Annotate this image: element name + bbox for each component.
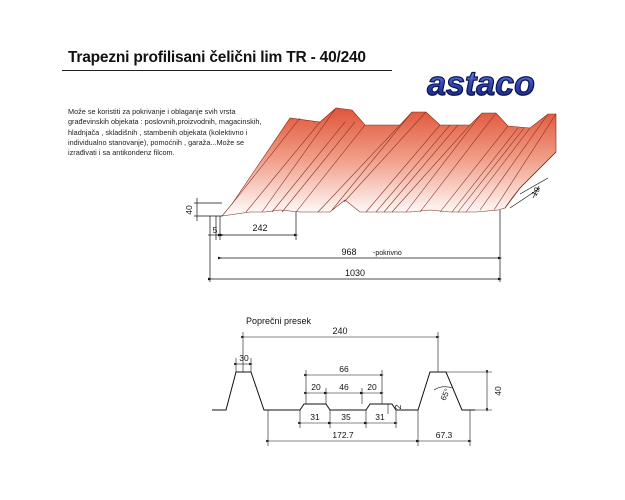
dim-angle: 65°: [438, 387, 452, 403]
dim-stiffener-depth: 2: [393, 404, 403, 410]
dim-bottom-left: 31: [310, 412, 320, 422]
dim-crest-base: 67.3: [435, 430, 453, 440]
dim-right-small: 20: [367, 382, 377, 392]
dim-pitch: 240: [332, 326, 348, 336]
dim-height: 40: [184, 205, 194, 215]
dim-section-height: 40: [493, 386, 503, 396]
dim-covering: 968: [341, 247, 357, 257]
dim-covering-note: -pokrivno: [373, 250, 402, 257]
dim-crest-top: 30: [239, 353, 249, 363]
page-title: Trapezni profilisani čelični lim TR - 40/240: [68, 49, 366, 66]
dim-valley-rib-span: 66: [339, 364, 349, 374]
product-description: Može se koristiti za pokrivanje i oblaganje svih vrsta građevinskih objekata : poslovnih,proizvodnih, magacinskih, hladnjača , skladišnih , stambenih objekata (kolektivno i individualno stanovanje), pomoćnih , garaža...Može se izrađivati i sa antikondenz filcom.: [68, 107, 262, 158]
dim-middle: 46: [339, 382, 349, 392]
logo-wordmark: astaco: [427, 66, 535, 103]
cross-section-label: Poprečni presek: [246, 316, 312, 326]
perspective-sheet: [222, 108, 556, 216]
dim-rib-small: 19: [529, 185, 542, 198]
dim-total-width: 1030: [344, 268, 366, 278]
dim-valley-width: 172.7: [332, 430, 354, 440]
dim-bottom-mid: 35: [341, 412, 351, 422]
dim-bottom-right: 31: [375, 412, 385, 422]
dim-rib-pitch: 242: [252, 223, 268, 233]
dim-left-small: 20: [311, 382, 321, 392]
dim-edge: 5: [212, 225, 218, 235]
